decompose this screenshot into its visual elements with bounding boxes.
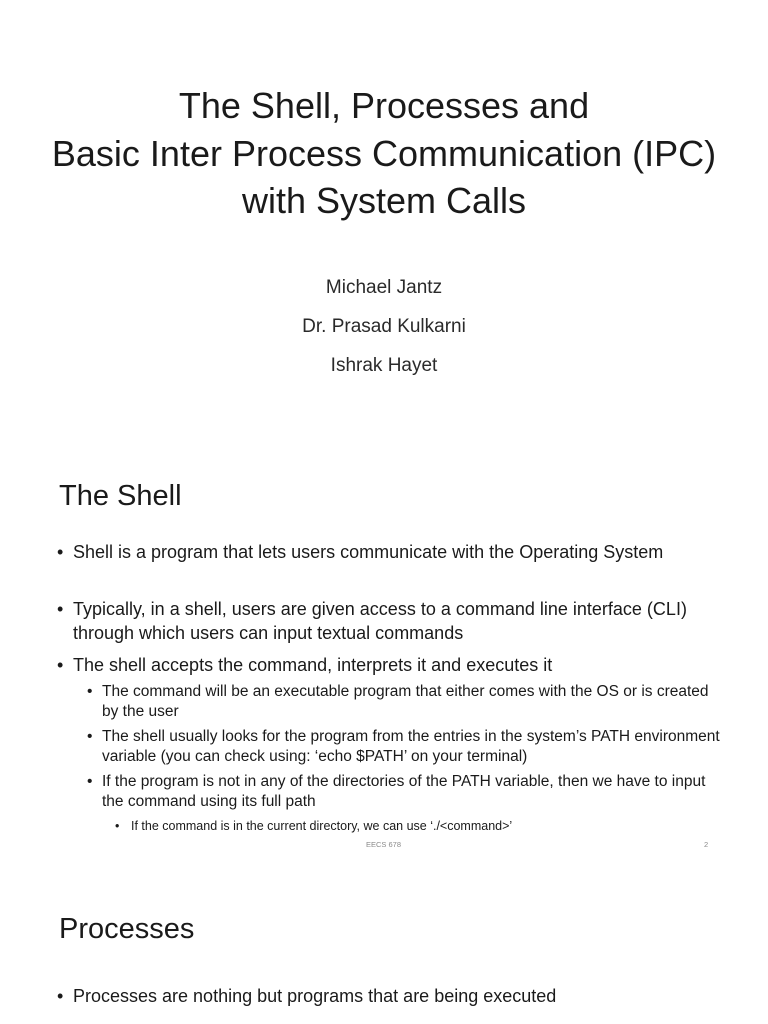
author-name: Michael Jantz (325, 277, 443, 298)
slide-heading: Processes (59, 913, 195, 945)
bullet-item (57, 597, 737, 645)
bullet-item (57, 540, 737, 564)
bullet-text: Typically, in a shell, users are given access to a command line interface (CLI) through which users can input textual commands (73, 599, 687, 643)
slide-title-line-2: Basic Inter Process Communication (IPC) (51, 133, 717, 174)
sub-sub-bullet-text: If the command is in the current directory, we can use ‘./<command>’ (131, 819, 513, 833)
slide-title-line-1: The Shell, Processes and (178, 85, 590, 126)
bullet-marker: • (115, 819, 120, 833)
sub-bullet-item (87, 682, 727, 722)
bullet-item (57, 984, 737, 1008)
page-number: 2 (704, 840, 709, 849)
sub-bullet-item (87, 772, 727, 812)
bullet-marker: • (87, 683, 93, 700)
bullet-marker: • (57, 599, 64, 619)
sub-sub-bullet-item (115, 818, 715, 834)
slide-footer: EECS 678 (366, 840, 402, 849)
bullet-marker: • (57, 655, 64, 675)
slide-heading: The Shell (59, 480, 182, 512)
author-name: Ishrak Hayet (330, 355, 438, 376)
bullet-marker: • (87, 728, 93, 745)
slide-title-line-3: with System Calls (241, 180, 527, 221)
bullet-text: Shell is a program that lets users communicate with the Operating System (73, 542, 664, 562)
bullet-marker: • (57, 542, 64, 562)
sub-bullet-item (87, 727, 727, 767)
sub-bullet-text: The shell usually looks for the program from the entries in the system’s PATH environment variable (you can check using: ‘echo $PATH’ on your terminal) (102, 728, 720, 765)
bullet-item (57, 653, 737, 677)
bullet-marker: • (57, 986, 64, 1006)
bullet-text: The shell accepts the command, interprets it and executes it (73, 655, 553, 675)
sub-bullet-text: The command will be an executable program that either comes with the OS or is created by the user (102, 683, 709, 720)
author-name: Dr. Prasad Kulkarni (302, 316, 466, 337)
bullet-marker: • (87, 773, 93, 790)
bullet-text: Processes are nothing but programs that are being executed (73, 986, 557, 1006)
sub-bullet-text: If the program is not in any of the directories of the PATH variable, then we have to input the command using its full path (102, 773, 706, 810)
